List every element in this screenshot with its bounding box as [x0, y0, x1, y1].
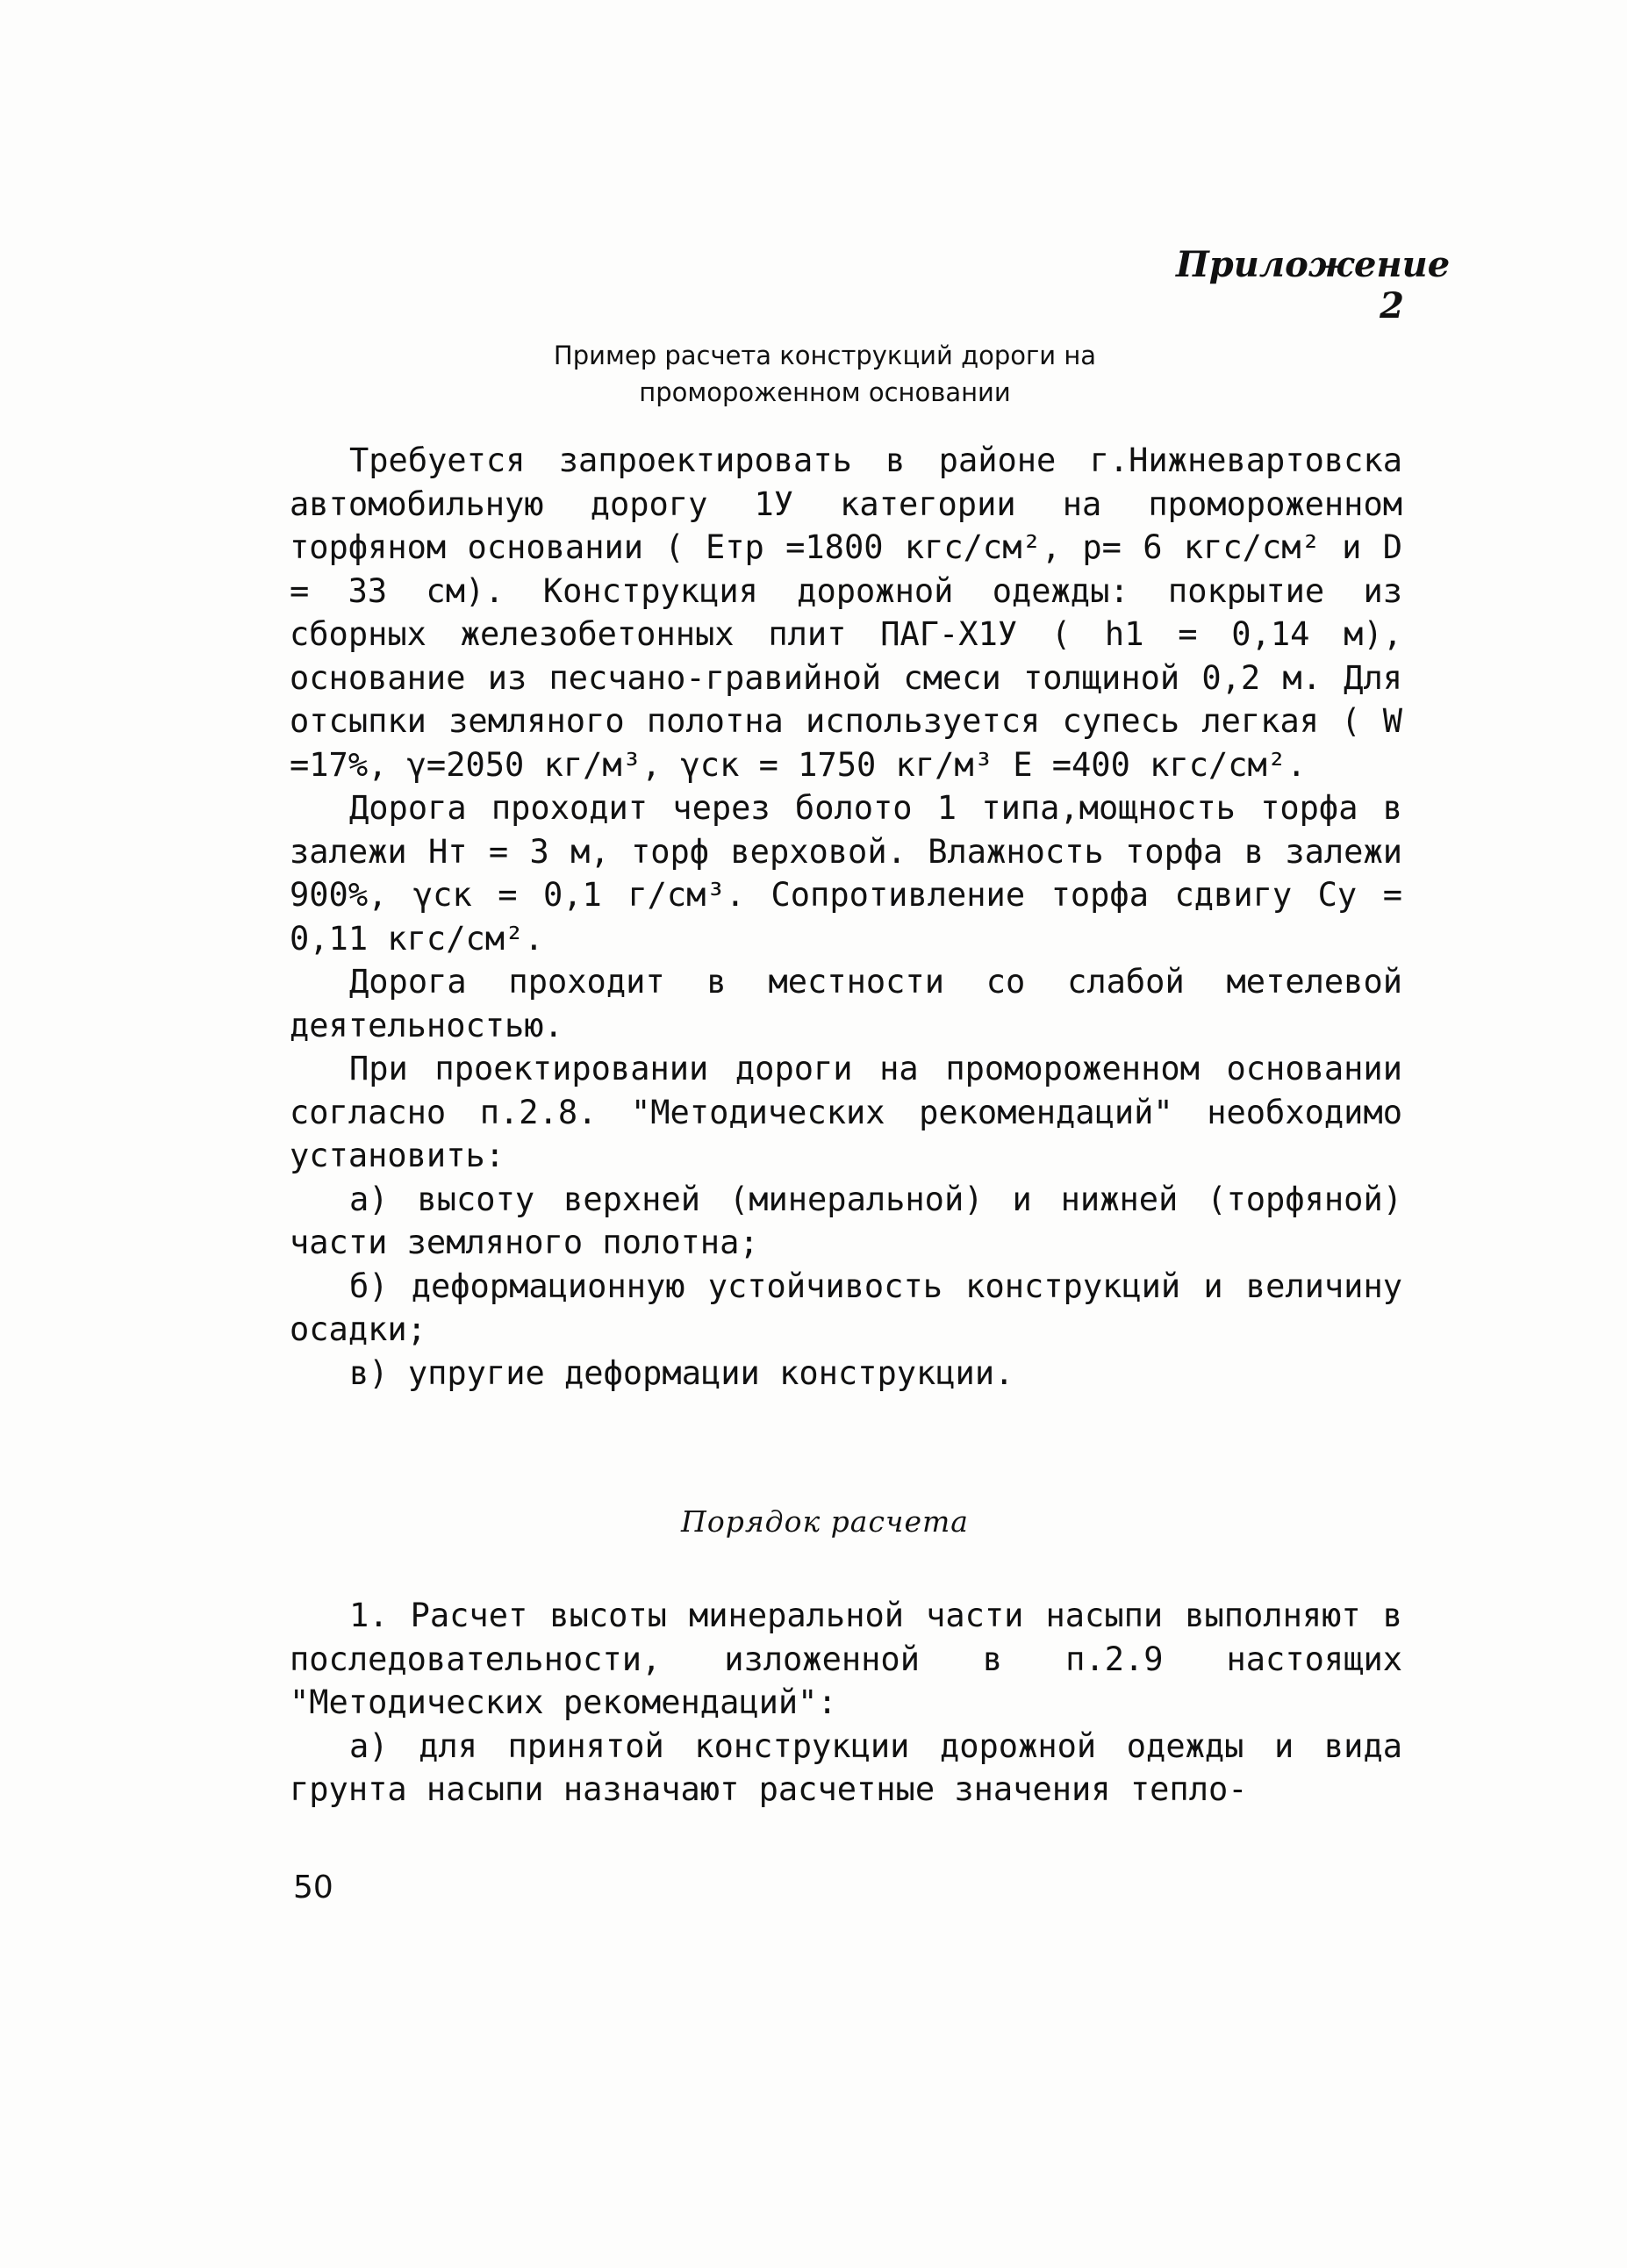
paragraph: Дорога проходит в местности со слабой метелевой деятельностью. [290, 963, 1402, 1044]
list-item: в) упругие деформации конструкции. [349, 1353, 1014, 1392]
list-item: б) деформационную устойчивость конструкций и величину осадки; [290, 1267, 1402, 1348]
body-text [290, 439, 1402, 1395]
paragraph: а) для принятой конструкции дорожной одежды и вида грунта насыпи назначают расчетные значения тепло- [290, 1726, 1402, 1808]
title-line-1: Пример расчета конструкций дороги на [553, 341, 1097, 370]
list-item: а) высоту верхней (минеральной) и нижней (торфяной) части земляного полотна; [290, 1180, 1402, 1261]
body-text-2 [290, 1594, 1402, 1812]
page-title [491, 337, 1158, 411]
section-title: Порядок расчета [681, 1504, 969, 1539]
paragraph: Дорога проходит через болото 1 типа,мощность торфа в залежи Hт = 3 м, торф верховой. Влажность торфа в залежи 900%, γск = 0,1 г/см³. Сопротивление торфа сдвигу Cу = 0,11 кгс/см². [290, 789, 1402, 958]
appendix-label: Приложение 2 [1176, 244, 1451, 327]
title-line-2: промороженном основании [639, 377, 1011, 407]
paragraph: 1. Расчет высоты минеральной части насыпи выполняют в последовательности, изложенной в п.2.9 настоящих "Методических рекомендаций": [290, 1597, 1402, 1721]
paragraph: При проектировании дороги на промороженном основании согласно п.2.8. "Методических рекомендаций" необходимо установить: [290, 1050, 1402, 1174]
paragraph: Требуется запроектировать в районе г.Нижневартовска автомобильную дорогу 1У категории на промороженном торфяном основании ( Eтр =1800 кгс/см², p= 6 кгс/см² и D = 33 см). Конструкция дорожной одежды: покрытие из сборных железобетонных плит ПАГ-Х1У ( h1 = 0,14 м), основание из песчано-гравийной смеси толщиной 0,2 м. Для отсыпки земляного полотна используется супесь легкая ( W =17%, γ=2050 кг/м³, γск = 1750 кг/м³ E =400 кгс/см². [290, 441, 1402, 784]
page-number: 50 [293, 1870, 333, 1906]
